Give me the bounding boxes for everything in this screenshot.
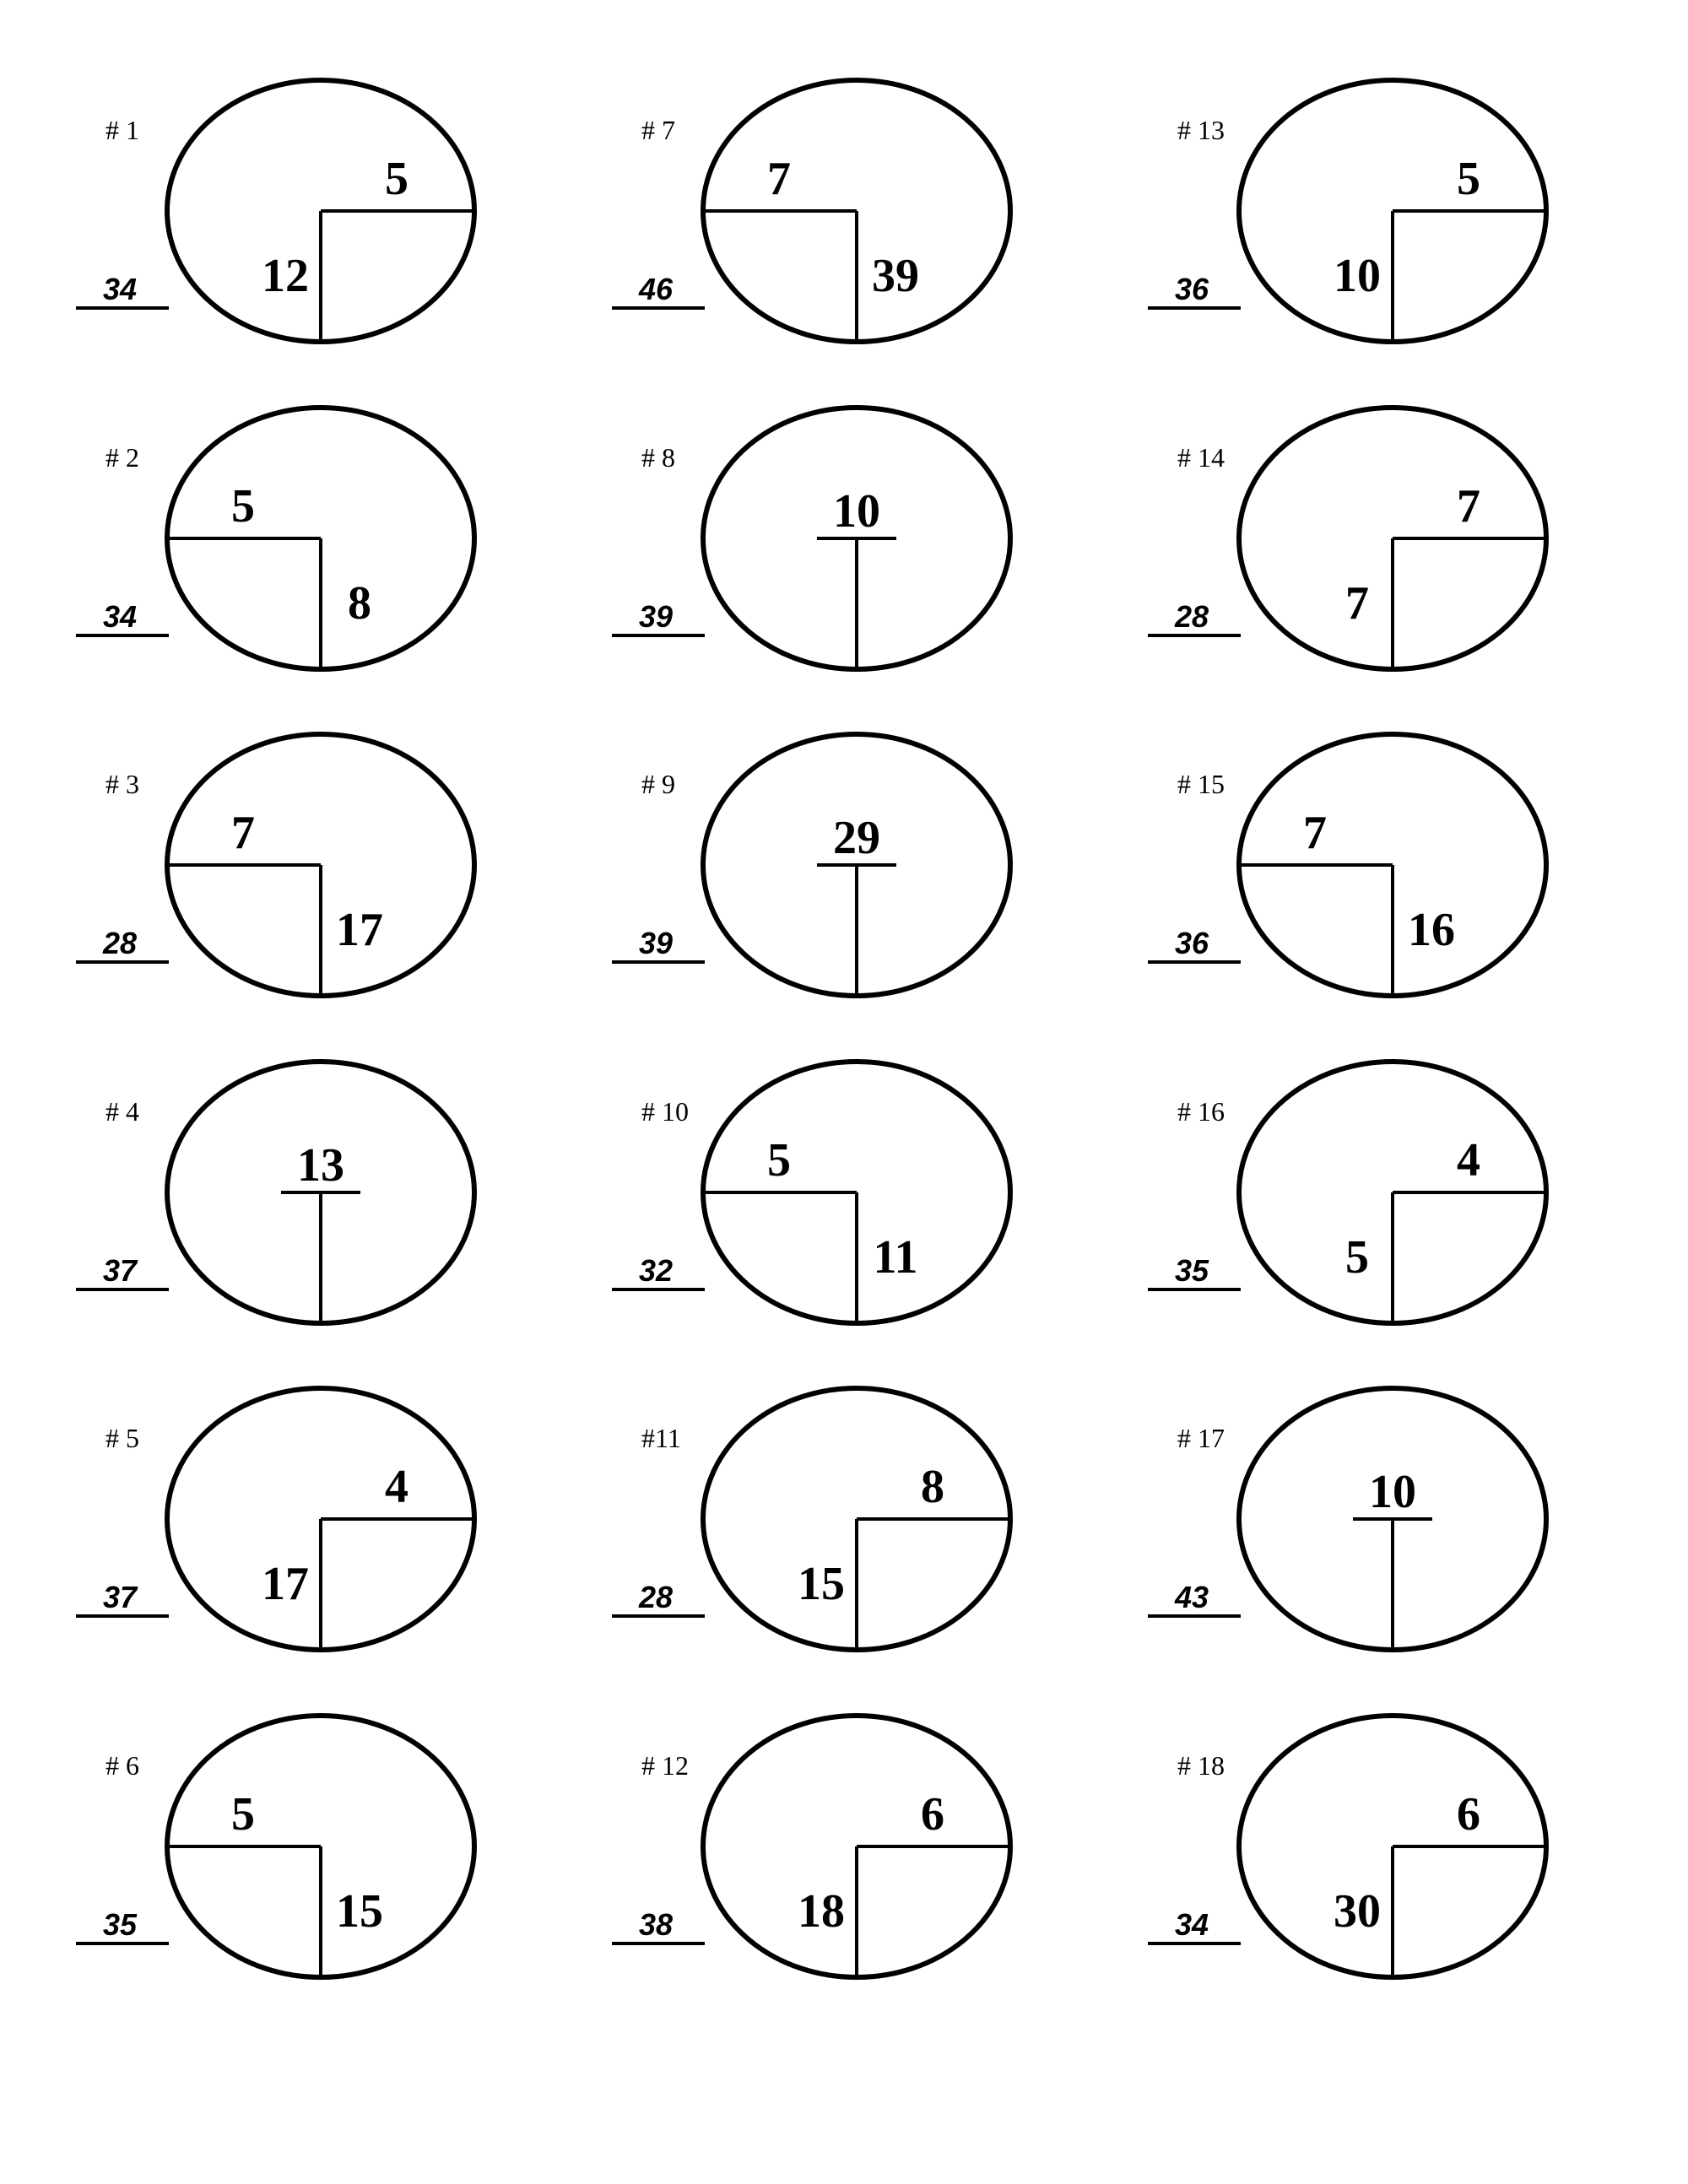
answer-value: 35	[102, 1907, 138, 1942]
segment-value: 16	[1408, 904, 1455, 956]
segment-value: 5	[767, 1134, 791, 1187]
problem-number: #11	[641, 1423, 681, 1453]
segment-value: 18	[798, 1885, 845, 1938]
problem-number: # 13	[1177, 115, 1225, 145]
segment-value: 4	[1457, 1134, 1480, 1187]
answer-value: 37	[102, 1580, 138, 1614]
segment-value: 7	[1345, 577, 1369, 630]
problem-number: # 16	[1177, 1096, 1225, 1127]
answer-value: 34	[102, 272, 138, 306]
problem-number: # 17	[1177, 1423, 1225, 1453]
problem-number: # 14	[1177, 442, 1225, 473]
segment-value: 6	[1457, 1788, 1480, 1841]
segment-value: 4	[385, 1461, 408, 1513]
answer-value: 36	[1174, 926, 1209, 960]
segment-value: 10	[1369, 1466, 1416, 1518]
segment-value: 15	[798, 1558, 845, 1610]
segment-value: 6	[921, 1788, 944, 1841]
problem-number: # 18	[1177, 1750, 1225, 1781]
problem-number: # 3	[106, 769, 139, 799]
answer-value: 36	[1174, 272, 1209, 306]
segment-value: 29	[833, 812, 880, 864]
segment-value: 12	[262, 250, 309, 302]
segment-value: 30	[1334, 1885, 1381, 1938]
answer-value: 35	[1174, 1253, 1209, 1288]
segment-value: 5	[1457, 153, 1480, 205]
segment-value: 5	[231, 480, 255, 532]
answer-value: 39	[638, 926, 674, 960]
segment-value: 5	[1345, 1231, 1369, 1284]
problem-number: # 5	[106, 1423, 139, 1453]
segment-value: 10	[833, 485, 880, 538]
segment-value: 7	[1303, 807, 1327, 859]
segment-value: 8	[348, 577, 371, 630]
answer-value: 46	[638, 272, 674, 306]
answer-value: 37	[102, 1253, 138, 1288]
segment-value: 17	[262, 1558, 309, 1610]
answer-value: 28	[1174, 599, 1209, 634]
problem-number: # 9	[641, 769, 675, 799]
segment-value: 7	[1457, 480, 1480, 532]
segment-value: 8	[921, 1461, 944, 1513]
segment-value: 5	[385, 153, 408, 205]
answer-value: 32	[638, 1253, 674, 1288]
problem-number: # 7	[641, 115, 675, 145]
problem-number: # 1	[106, 115, 139, 145]
segment-value: 39	[872, 250, 919, 302]
problem-number: # 4	[106, 1096, 139, 1127]
answer-value: 28	[102, 926, 138, 960]
answer-value: 34	[1174, 1907, 1209, 1942]
segment-value: 13	[297, 1139, 344, 1192]
segment-value: 7	[231, 807, 255, 859]
problem-number: # 6	[106, 1750, 139, 1781]
segment-value: 7	[767, 153, 791, 205]
segment-value: 5	[231, 1788, 255, 1841]
segment-value: 17	[336, 904, 383, 956]
problem-number: # 12	[641, 1750, 689, 1781]
segment-value: 11	[873, 1231, 918, 1284]
answer-value: 34	[102, 599, 138, 634]
problem-number: # 8	[641, 442, 675, 473]
segment-value: 15	[336, 1885, 383, 1938]
answer-value: 38	[638, 1907, 674, 1942]
answer-value: 39	[638, 599, 674, 634]
problem-number: # 10	[641, 1096, 689, 1127]
answer-value: 43	[1174, 1580, 1209, 1614]
problem-number: # 2	[106, 442, 139, 473]
answer-value: 28	[638, 1580, 674, 1614]
problem-number: # 15	[1177, 769, 1225, 799]
segment-value: 10	[1334, 250, 1381, 302]
